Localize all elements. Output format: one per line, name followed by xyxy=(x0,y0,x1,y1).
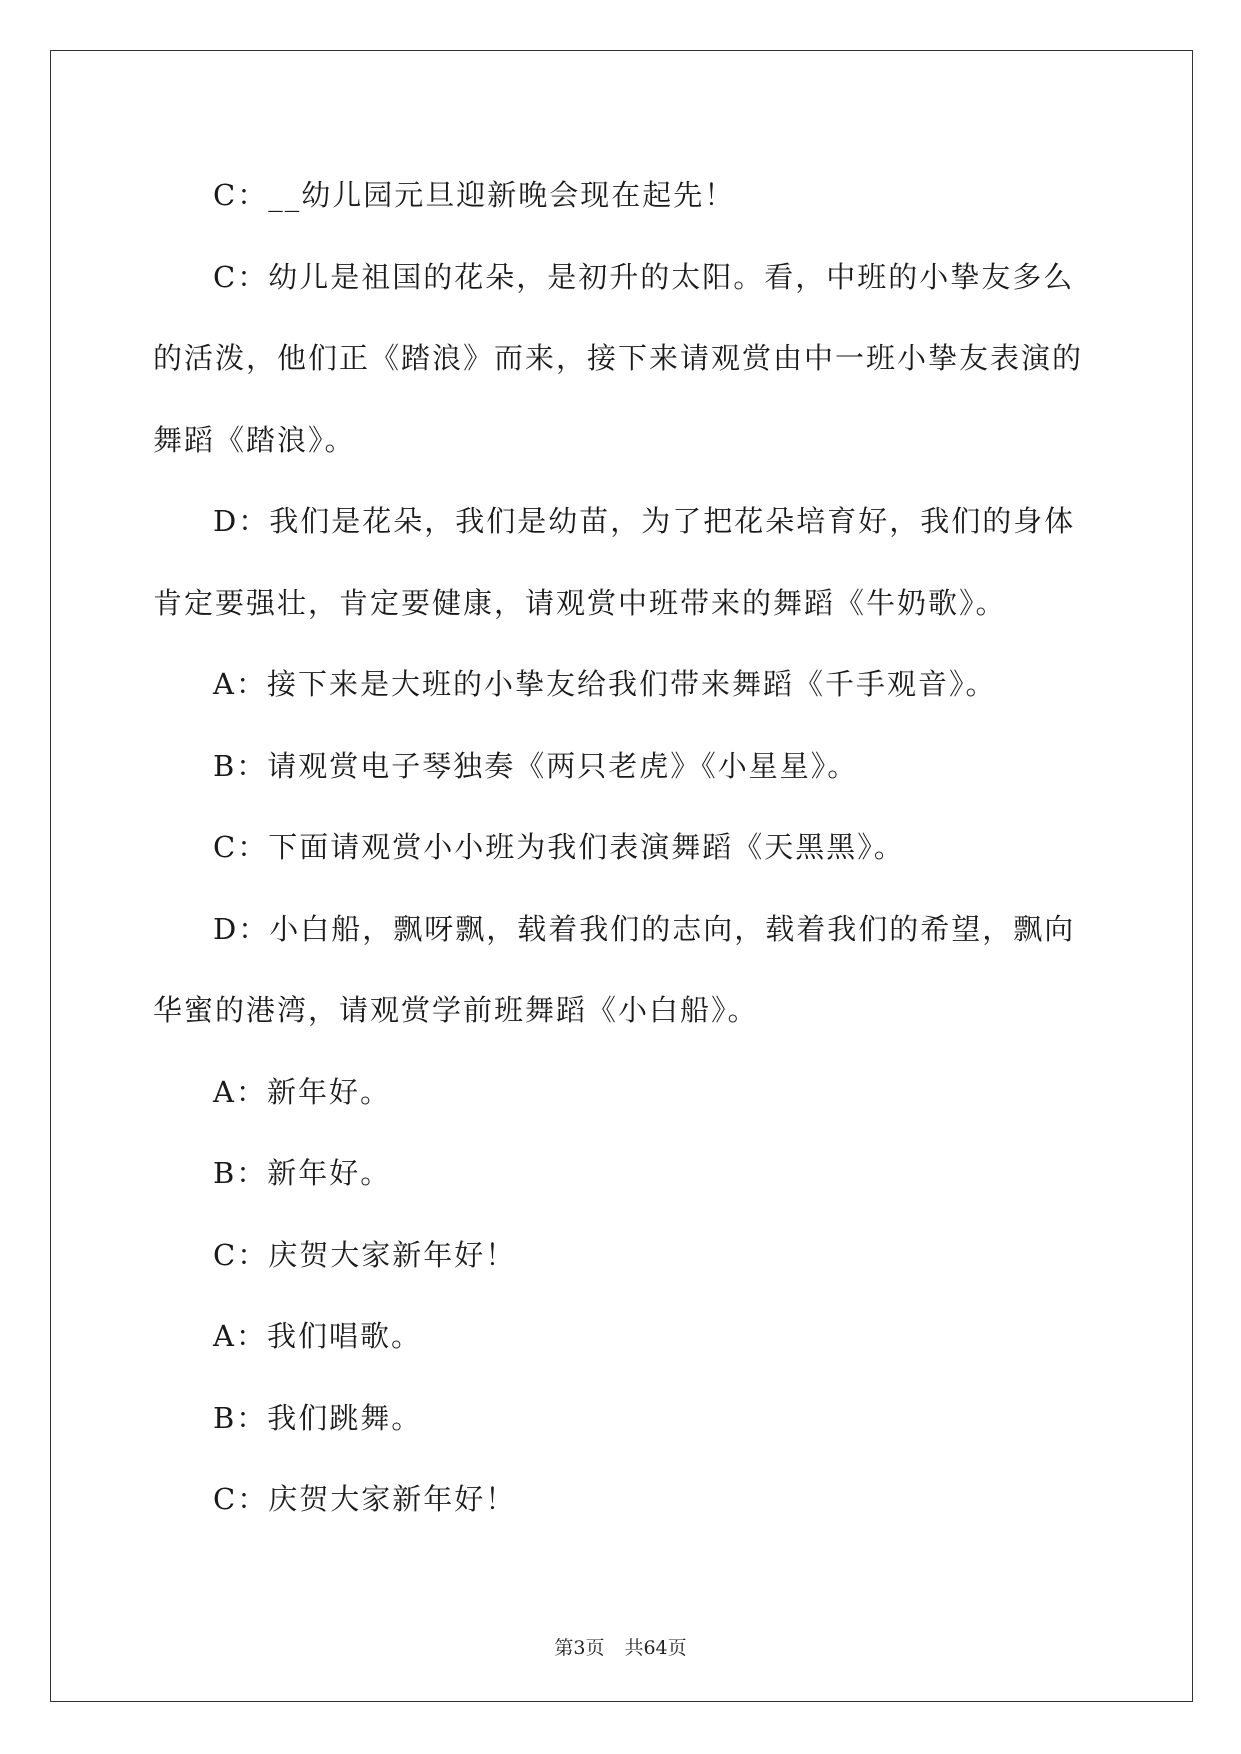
paragraph: C：庆贺大家新年好！ xyxy=(213,1482,517,1516)
paragraph: C：庆贺大家新年好！ xyxy=(213,1237,517,1272)
paragraph: C：__幼儿园元旦迎新晚会现在起先！ xyxy=(213,178,736,212)
paragraph: D：小白船，飘呀飘，载着我们的志向，载着我们的希望，飘向华蜜的港湾，请观赏学前班舞蹈《小白船》。 xyxy=(153,911,1076,1027)
paragraph: A：接下来是大班的小挚友给我们带来舞蹈《千手观音》。 xyxy=(213,667,997,701)
paragraph: B：我们跳舞。 xyxy=(213,1400,423,1435)
paragraph: A：我们唱歌。 xyxy=(213,1319,422,1353)
total-pages: 共64页 xyxy=(624,1637,687,1659)
paragraph: A：新年好。 xyxy=(213,1074,391,1109)
document-body xyxy=(153,155,1093,1541)
page-footer xyxy=(0,1633,1241,1660)
paragraph: D：我们是花朵，我们是幼苗，为了把花朵培育好，我们的身体肯定要强壮，肯定要健康，请观赏中班带来的舞蹈《牛奶歌》。 xyxy=(153,504,1076,620)
paragraph: C：幼儿是祖国的花朵，是初升的太阳。看，中班的小挚友多么的活泼，他们正《踏浪》而来，接下来请观赏由中一班小挚友表演的舞蹈《踏浪》。 xyxy=(153,259,1084,457)
paragraph: B：新年好。 xyxy=(213,1156,392,1190)
page-number: 第3页 xyxy=(554,1637,605,1659)
paragraph: C：下面请观赏小小班为我们表演舞蹈《天黑黑》。 xyxy=(213,830,905,864)
paragraph: B：请观赏电子琴独奏《两只老虎》《小星星》。 xyxy=(213,748,859,783)
